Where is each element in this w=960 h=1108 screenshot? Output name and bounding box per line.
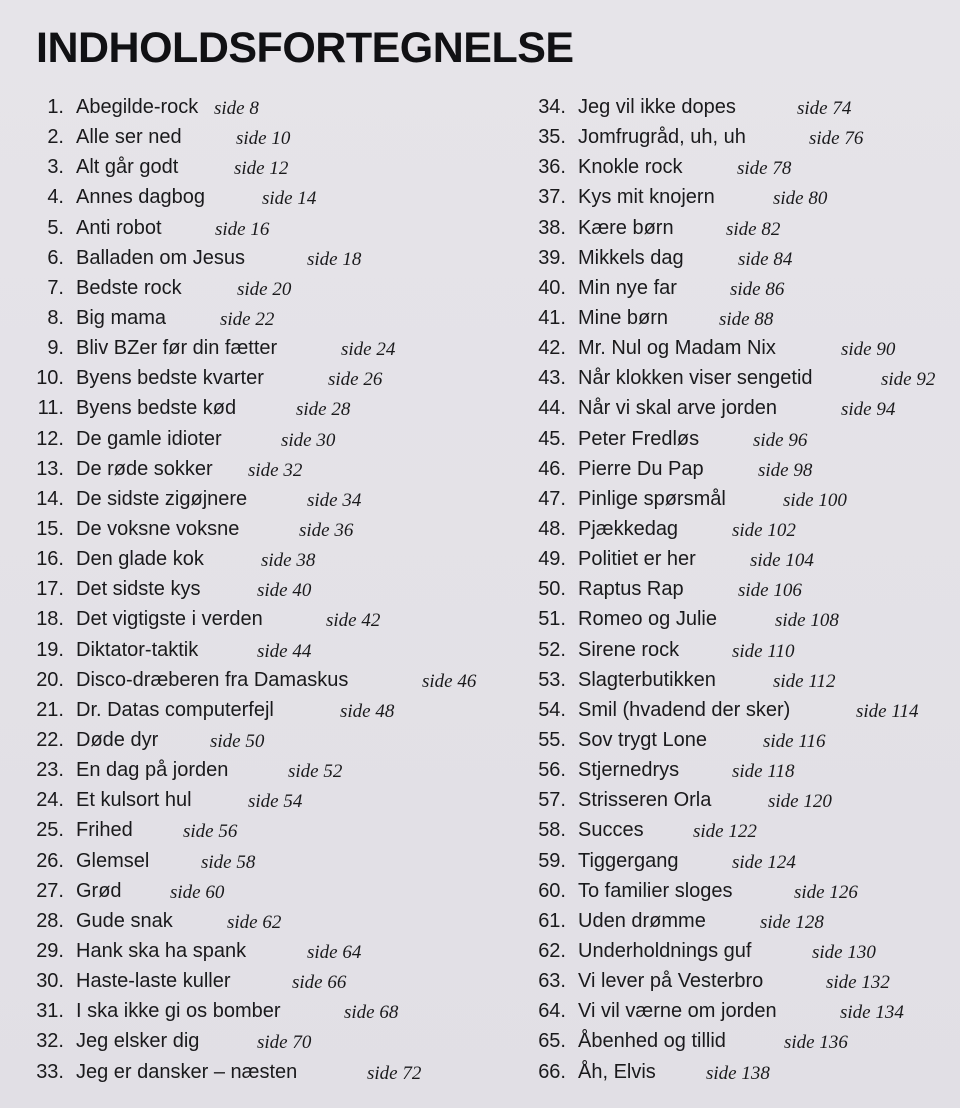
toc-entry <box>0 363 500 393</box>
page-reference: side 32 <box>248 459 303 481</box>
toc-entry <box>500 1026 960 1056</box>
page-reference: side 8 <box>214 98 259 119</box>
page-reference: side 20 <box>237 278 292 300</box>
page-reference: side 50 <box>210 730 265 752</box>
song-title: Alle ser ned <box>76 126 182 149</box>
toc-entry <box>0 424 500 454</box>
song-title: To familier sloges <box>578 879 733 902</box>
toc-entry <box>0 92 500 122</box>
toc-entry <box>0 544 500 574</box>
song-title: Dr. Datas computerfejl <box>76 698 274 721</box>
toc-entry <box>500 544 960 574</box>
entry-number: 16. <box>36 548 64 571</box>
toc-entry <box>500 393 960 423</box>
page-reference: side 136 <box>784 1032 848 1054</box>
entry-number: 60. <box>538 879 566 902</box>
song-title: Stjernedrys <box>578 759 680 782</box>
page-reference: side 138 <box>706 1062 770 1084</box>
page-reference: side 44 <box>257 640 312 662</box>
toc-entry <box>500 785 960 815</box>
toc-entry <box>0 936 500 966</box>
page-reference: side 110 <box>732 640 795 662</box>
entry-number: 17. <box>36 578 64 601</box>
toc-entry <box>500 695 960 725</box>
page-reference: side 14 <box>262 188 317 210</box>
song-title: Det vigtigste i verden <box>76 608 263 631</box>
entry-number: 51. <box>538 608 566 631</box>
toc-entry <box>0 996 500 1026</box>
entry-number: 31. <box>36 1000 64 1023</box>
song-title: Pierre Du Pap <box>578 457 704 480</box>
page-reference: side 134 <box>840 1002 904 1024</box>
entry-number: 63. <box>538 970 566 993</box>
toc-entry <box>500 514 960 544</box>
song-title: Peter Fredløs <box>578 427 700 450</box>
song-title: Pinlige spørsmål <box>578 487 726 510</box>
toc-entry <box>0 1026 500 1056</box>
page-reference: side 66 <box>292 972 347 994</box>
entry-number: 22. <box>36 728 64 751</box>
song-title: Mine børn <box>578 306 669 329</box>
toc-entry <box>0 604 500 634</box>
entry-number: 41. <box>538 306 566 329</box>
song-title: Slagterbutikken <box>578 668 716 691</box>
entry-number: 23. <box>36 759 64 782</box>
song-title: De røde sokker <box>76 457 213 480</box>
toc-entry <box>500 936 960 966</box>
song-title: Hank ska ha spank <box>76 939 247 962</box>
page-reference: side 30 <box>281 429 336 451</box>
page-reference: side 108 <box>775 610 839 632</box>
page-reference: side 22 <box>220 308 275 330</box>
entry-number: 52. <box>538 638 566 661</box>
page-reference: side 42 <box>326 610 381 632</box>
toc-entry <box>500 996 960 1026</box>
entry-number: 35. <box>538 126 566 149</box>
toc-entry <box>0 876 500 906</box>
toc-entry <box>500 635 960 665</box>
page-reference: side 90 <box>841 339 896 361</box>
toc-entry <box>500 876 960 906</box>
entry-number: 11. <box>37 397 64 420</box>
toc-entry <box>0 966 500 996</box>
toc-entry <box>500 92 960 122</box>
song-title: Annes dagbog <box>76 186 206 209</box>
entry-number: 30. <box>36 970 64 993</box>
entry-number: 59. <box>538 849 566 872</box>
entry-number: 21. <box>36 698 64 721</box>
entry-number: 54. <box>538 698 566 721</box>
entry-number: 27. <box>36 879 64 902</box>
toc-entry <box>500 303 960 333</box>
page-reference: side 40 <box>257 580 312 602</box>
entry-number: 43. <box>538 367 566 390</box>
song-title: Det sidste kys <box>76 578 201 601</box>
entry-number: 66. <box>538 1060 566 1083</box>
toc-entry <box>0 574 500 604</box>
toc-entry <box>500 725 960 755</box>
song-title: Et kulsort hul <box>76 789 192 812</box>
song-title: Politiet er her <box>578 548 696 571</box>
page-reference: side 122 <box>693 821 757 843</box>
entry-number: 62. <box>538 939 566 962</box>
entry-number: 65. <box>538 1030 566 1053</box>
toc-column-left <box>0 92 500 1087</box>
song-title: Kys mit knojern <box>578 186 715 209</box>
toc-entry <box>0 635 500 665</box>
song-title: Pjækkedag <box>578 517 679 540</box>
toc-entry <box>500 1057 960 1087</box>
song-title: Uden drømme <box>578 909 706 932</box>
song-title: De sidste zigøjnere <box>76 487 248 510</box>
toc-entry <box>0 785 500 815</box>
entry-number: 5. <box>47 216 64 239</box>
toc-entry <box>0 333 500 363</box>
page-reference: side 80 <box>773 188 828 210</box>
toc-entry <box>0 122 500 152</box>
toc-entry <box>0 846 500 876</box>
toc-entry <box>0 514 500 544</box>
page-reference: side 48 <box>340 700 395 722</box>
page-reference: side 46 <box>422 670 477 692</box>
entry-number: 3. <box>47 156 64 179</box>
toc-entry <box>0 152 500 182</box>
entry-number: 45. <box>538 427 566 450</box>
page-reference: side 96 <box>753 429 808 451</box>
page-reference: side 130 <box>812 941 876 963</box>
song-title: Underholdnings guf <box>578 939 752 962</box>
song-title: Romeo og Julie <box>578 608 717 631</box>
page-reference: side 112 <box>773 670 836 692</box>
entry-number: 12. <box>36 427 64 450</box>
entry-number: 61. <box>538 909 566 932</box>
toc-entry <box>0 213 500 243</box>
entry-number: 19. <box>36 638 64 661</box>
entry-number: 10. <box>36 367 64 390</box>
entry-number: 48. <box>538 517 566 540</box>
toc-entry <box>0 665 500 695</box>
page-reference: side 18 <box>307 248 362 270</box>
entry-number: 13. <box>36 457 64 480</box>
toc-entry <box>0 393 500 423</box>
entry-number: 6. <box>47 246 64 269</box>
page-reference: side 128 <box>760 911 824 933</box>
page-reference: side 106 <box>738 580 802 602</box>
song-title: Jeg er dansker – næsten <box>76 1060 298 1083</box>
toc-entry <box>0 755 500 785</box>
page-reference: side 124 <box>732 851 796 873</box>
page-reference: side 36 <box>299 519 354 541</box>
entry-number: 29. <box>36 939 64 962</box>
song-title: Big mama <box>76 306 167 329</box>
toc-entry <box>0 243 500 273</box>
song-title: Byens bedste kød <box>76 397 237 420</box>
song-title: Smil (hvadend der sker) <box>578 698 791 721</box>
song-title: Døde dyr <box>76 728 159 751</box>
entry-number: 18. <box>36 608 64 631</box>
song-title: Raptus Rap <box>578 578 684 601</box>
song-title: Åbenhed og tillid <box>578 1030 726 1053</box>
entry-number: 39. <box>538 246 566 269</box>
entry-number: 53. <box>538 668 566 691</box>
page-reference: side 24 <box>341 339 396 361</box>
page-reference: side 86 <box>730 278 785 300</box>
toc-entry <box>500 604 960 634</box>
song-title: Vi vil værne om jorden <box>578 1000 777 1023</box>
page-reference: side 34 <box>307 489 362 511</box>
song-title: Glemsel <box>76 849 150 872</box>
entry-number: 2. <box>47 126 64 149</box>
song-title: Min nye far <box>578 276 677 299</box>
entry-number: 7. <box>47 276 64 299</box>
page-reference: side 78 <box>737 158 792 180</box>
entry-number: 15. <box>36 517 64 540</box>
song-title: Succes <box>578 819 644 842</box>
toc-entry <box>0 454 500 484</box>
page-reference: side 64 <box>307 941 362 963</box>
toc-entry <box>500 815 960 845</box>
song-title: Knokle rock <box>578 156 683 179</box>
entry-number: 56. <box>538 759 566 782</box>
song-title: Diktator-taktik <box>76 638 199 661</box>
song-title: Frihed <box>76 819 133 842</box>
entry-number: 47. <box>538 487 566 510</box>
page-title: INDHOLDSFORTEGNELSE <box>36 24 574 72</box>
page-reference: side 94 <box>841 399 896 421</box>
entry-number: 14. <box>36 487 64 510</box>
song-title: Abegilde-rock <box>76 96 199 118</box>
song-title: Vi lever på Vesterbro <box>578 970 764 993</box>
page-reference: side 68 <box>344 1002 399 1024</box>
entry-number: 20. <box>36 668 64 691</box>
entry-number: 36. <box>538 156 566 179</box>
toc-entry <box>500 755 960 785</box>
page-reference: side 104 <box>750 550 814 572</box>
toc-entry <box>500 484 960 514</box>
page-reference: side 28 <box>296 399 351 421</box>
entry-number: 55. <box>538 728 566 751</box>
song-title: De voksne voksne <box>76 517 240 540</box>
toc-column-right <box>500 92 960 1087</box>
page-reference: side 54 <box>248 791 303 813</box>
entry-number: 42. <box>538 337 566 360</box>
song-title: Bedste rock <box>76 276 182 299</box>
song-title: Jomfrugråd, uh, uh <box>578 126 746 149</box>
entry-number: 24. <box>36 789 64 812</box>
song-title: Når vi skal arve jorden <box>578 397 777 420</box>
song-title: Alt går godt <box>76 156 179 179</box>
toc-entry <box>500 846 960 876</box>
toc-entry <box>0 273 500 303</box>
song-title: Mikkels dag <box>578 246 684 269</box>
entry-number: 64. <box>538 1000 566 1023</box>
entry-number: 1. <box>47 96 64 118</box>
page-reference: side 114 <box>856 700 919 722</box>
song-title: Åh, Elvis <box>578 1060 656 1083</box>
song-title: Kære børn <box>578 216 674 239</box>
page-reference: side 82 <box>726 218 781 240</box>
page-reference: side 62 <box>227 911 282 933</box>
toc-entry <box>0 303 500 333</box>
entry-number: 40. <box>538 276 566 299</box>
song-title: Anti robot <box>76 216 162 239</box>
toc-entry <box>0 484 500 514</box>
entry-number: 33. <box>36 1060 64 1083</box>
song-title: I ska ikke gi os bomber <box>76 1000 281 1023</box>
song-title: Strisseren Orla <box>578 789 712 812</box>
page-reference: side 70 <box>257 1032 312 1054</box>
page-reference: side 52 <box>288 761 343 783</box>
entry-number: 34. <box>538 96 566 118</box>
entry-number: 38. <box>538 216 566 239</box>
page-reference: side 72 <box>367 1062 422 1084</box>
toc-entry <box>500 273 960 303</box>
entry-number: 28. <box>36 909 64 932</box>
page-reference: side 92 <box>881 369 936 391</box>
entry-number: 37. <box>538 186 566 209</box>
page-reference: side 58 <box>201 851 256 873</box>
page-reference: side 60 <box>170 881 225 903</box>
toc-entry <box>500 333 960 363</box>
song-title: Mr. Nul og Madam Nix <box>578 337 776 360</box>
page-reference: side 88 <box>719 308 774 330</box>
toc-entry <box>500 243 960 273</box>
entry-number: 8. <box>47 306 64 329</box>
toc-entry <box>500 454 960 484</box>
song-title: Balladen om Jesus <box>76 246 245 269</box>
song-title: Bliv BZer før din fætter <box>76 337 278 360</box>
song-title: Gude snak <box>76 909 173 932</box>
toc-entry <box>500 665 960 695</box>
entry-number: 50. <box>538 578 566 601</box>
toc-entry <box>0 695 500 725</box>
page-reference: side 118 <box>732 761 795 783</box>
song-title: Når klokken viser sengetid <box>578 367 813 390</box>
entry-number: 32. <box>36 1030 64 1053</box>
toc-entry <box>500 906 960 936</box>
page-reference: side 132 <box>826 972 890 994</box>
page-reference: side 10 <box>236 128 291 150</box>
page-reference: side 76 <box>809 128 864 150</box>
page-reference: side 84 <box>738 248 793 270</box>
toc-entry <box>0 182 500 212</box>
song-title: Byens bedste kvarter <box>76 367 264 390</box>
entry-number: 26. <box>36 849 64 872</box>
entry-number: 9. <box>47 337 64 360</box>
song-title: Jeg vil ikke dopes <box>578 96 736 118</box>
toc-entry <box>0 725 500 755</box>
song-title: Grød <box>76 879 122 902</box>
song-title: Den glade kok <box>76 548 204 571</box>
toc-entry <box>500 424 960 454</box>
entry-number: 58. <box>538 819 566 842</box>
entry-number: 49. <box>538 548 566 571</box>
entry-number: 57. <box>538 789 566 812</box>
toc-entry <box>500 122 960 152</box>
page-reference: side 38 <box>261 550 316 572</box>
toc-entry <box>500 152 960 182</box>
page-reference: side 116 <box>763 730 826 752</box>
page-reference: side 12 <box>234 158 289 180</box>
toc-entry <box>500 182 960 212</box>
song-title: En dag på jorden <box>76 759 229 782</box>
song-title: Haste-laste kuller <box>76 970 231 993</box>
toc-entry <box>0 815 500 845</box>
entry-number: 25. <box>36 819 64 842</box>
song-title: De gamle idioter <box>76 427 222 450</box>
entry-number: 46. <box>538 457 566 480</box>
toc-entry <box>500 213 960 243</box>
toc-entry <box>500 363 960 393</box>
page-reference: side 126 <box>794 881 858 903</box>
toc-entry <box>0 1057 500 1087</box>
song-title: Disco-dræberen fra Damaskus <box>76 668 349 691</box>
page-reference: side 98 <box>758 459 813 481</box>
page-reference: side 16 <box>215 218 270 240</box>
page-reference: side 120 <box>768 791 832 813</box>
toc-entry <box>500 966 960 996</box>
page-reference: side 74 <box>797 98 852 119</box>
page-reference: side 102 <box>732 519 796 541</box>
song-title: Tiggergang <box>578 849 679 872</box>
page-reference: side 100 <box>783 489 847 511</box>
song-title: Sov trygt Lone <box>578 728 707 751</box>
entry-number: 4. <box>47 186 64 209</box>
toc-entry <box>0 906 500 936</box>
page-reference: side 56 <box>183 821 238 843</box>
song-title: Sirene rock <box>578 638 680 661</box>
page-reference: side 26 <box>328 369 383 391</box>
song-title: Jeg elsker dig <box>76 1030 200 1053</box>
toc-entry <box>500 574 960 604</box>
entry-number: 44. <box>538 397 566 420</box>
